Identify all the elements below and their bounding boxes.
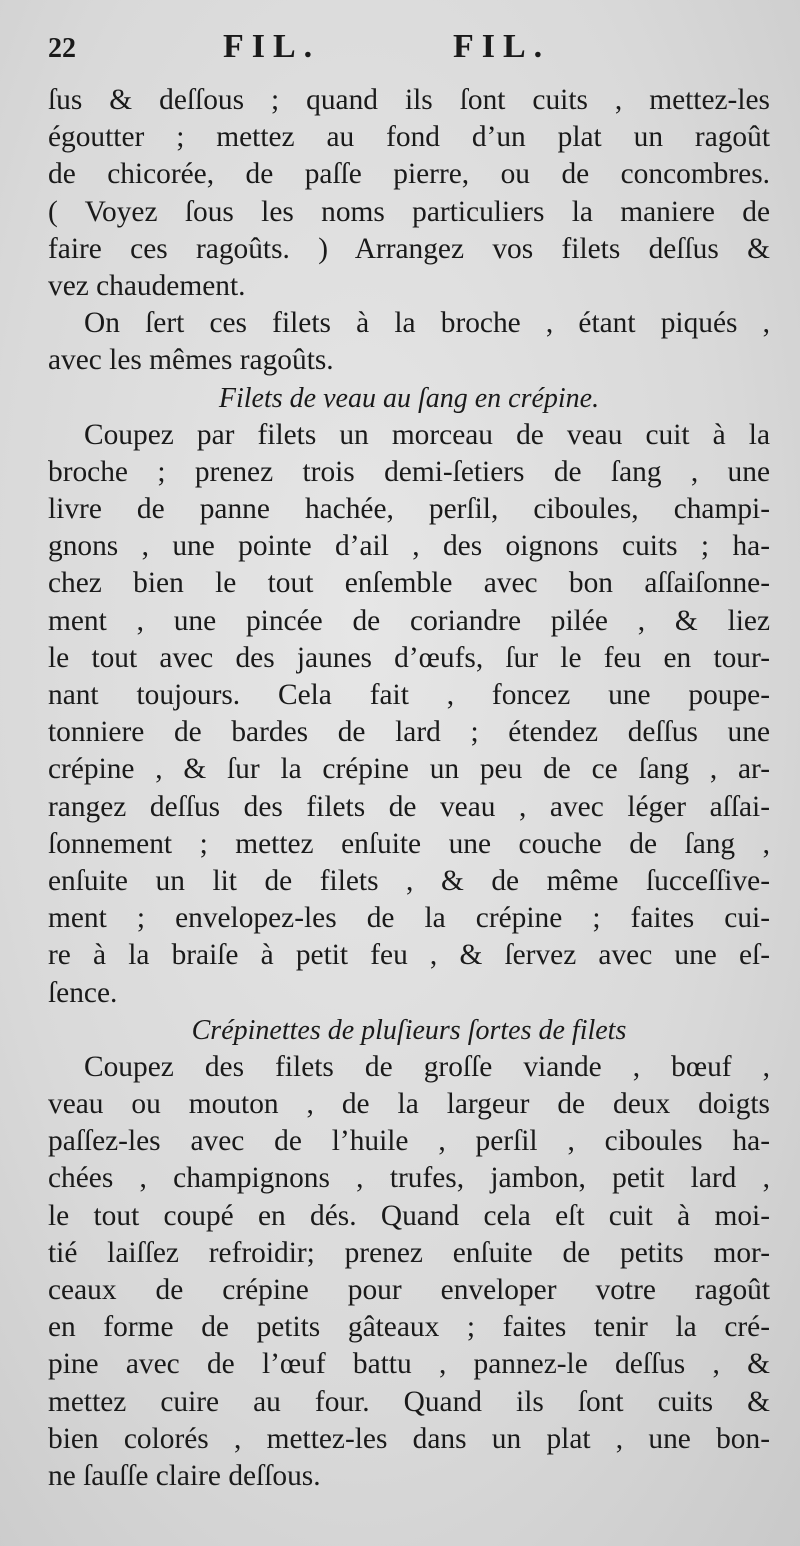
text-line: le tout coupé en dés. Quand cela eſt cuit à moi- [48,1199,770,1232]
text-line: avec les mêmes ragoûts. [48,344,334,377]
running-title-left: FIL. [223,28,321,65]
text-line: vez chaudement. [48,269,246,302]
text-line: ſence. [48,976,118,1009]
body-text [48,82,770,1495]
text-line: chées , champignons , trufes, jambon, petit lard , [48,1162,770,1195]
text-line: nant toujours. Cela fait , foncez une poupe- [48,679,770,711]
recipe-heading: Filets de veau au ſang en crépine. [218,382,600,414]
text-line: re à la braiſe à petit feu , & ſervez avec une eſ- [48,939,770,972]
text-line: Coupez par filets un morceau de veau cuit à la [84,418,770,451]
text-line: bien colorés , mettez-les dans un plat , une bon- [48,1422,770,1455]
text-line: ment ; envelopez-les de la crépine ; faites cui- [48,902,770,935]
text-line: gnons , une pointe d’ail , des oignons cuits ; ha- [48,530,770,563]
text-line: veau ou mouton , de la largeur de deux doigts [48,1088,770,1121]
page-number: 22 [48,33,76,64]
text-line: rangez deſſus des filets de veau , avec léger aſſai- [48,790,770,823]
text-line: enſuite un lit de filets , & de même ſucceſſive- [48,864,770,897]
text-line: ſus & deſſous ; quand ils ſont cuits , mettez-les [48,84,770,116]
text-line: paſſez-les avec de l’huile , perſil , ciboules ha- [48,1125,770,1158]
text-line: Coupez des filets de groſſe viande , bœuf , [84,1050,770,1083]
text-line: pine avec de l’œuf battu , pannez-le deſſus , & [48,1348,770,1381]
text-line: ceaux de crépine pour enveloper votre ragoût [48,1274,770,1306]
running-title-right: FIL. [453,28,551,65]
running-head [48,28,770,82]
text-line: On ſert ces filets à la broche , étant piqués , [84,307,770,340]
text-line: ment , une pincée de coriandre pilée , & liez [48,604,770,637]
text-line: chez bien le tout enſemble avec bon aſſaiſonne- [48,567,770,600]
text-line: mettez cuire au four. Quand ils ſont cuits & [48,1385,770,1418]
text-line: ( Voyez ſous les noms particuliers la maniere de [48,195,770,228]
text-line: ſonnement ; mettez enſuite une couche de ſang , [48,827,770,860]
text-line: en forme de petits gâteaux ; faites tenir la cré- [48,1311,770,1344]
text-line: tié laiſſez refroidir; prenez enſuite de petits mor- [48,1236,770,1269]
text-line: faire ces ragoûts. ) Arrangez vos filets deſſus & [48,232,770,265]
text-line: tonniere de bardes de lard ; étendez deſſus une [48,716,770,749]
text-line: de chicorée, de paſſe pierre, ou de concombres. [48,158,770,191]
recipe-heading: Crépinettes de pluſieurs ſortes de filets [191,1014,627,1046]
text-line: ne ſauſſe claire deſſous. [48,1459,321,1492]
text-line: le tout avec des jaunes d’œufs, ſur le feu en tour- [48,641,770,674]
text-line: égoutter ; mettez au fond d’un plat un ragoût [48,121,770,154]
text-line: livre de panne hachée, perſil, ciboules, champi- [48,493,770,526]
text-line: crépine , & ſur la crépine un peu de ce ſang , ar- [48,753,770,786]
text-line: broche ; prenez trois demi-ſetiers de ſang , une [48,455,770,488]
